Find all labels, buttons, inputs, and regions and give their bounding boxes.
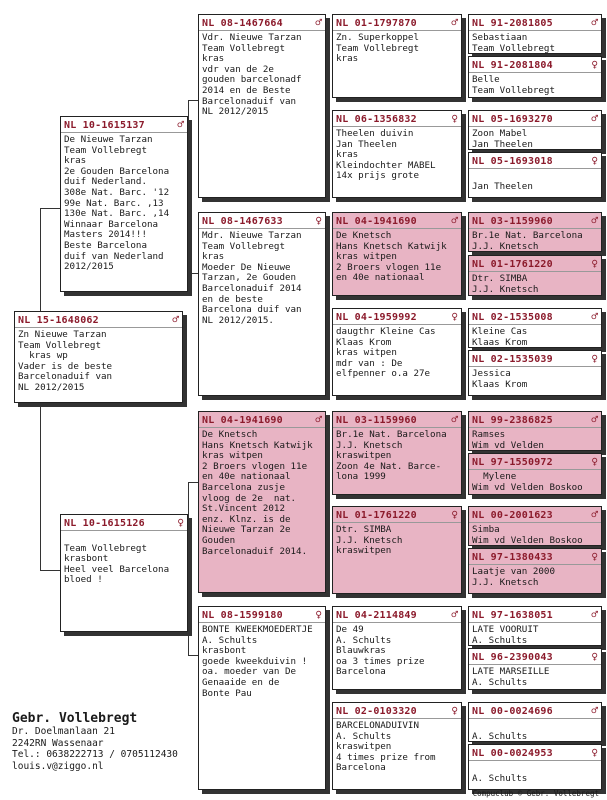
ring-number: NL 08-1599180 xyxy=(202,610,283,621)
connector-line xyxy=(188,655,198,656)
pigeon-header xyxy=(469,454,601,470)
male-icon: ♂ xyxy=(177,118,184,131)
pigeon-header xyxy=(333,507,461,523)
ring-number: NL 97-1550972 xyxy=(472,457,553,468)
pigeon-info-line: Team Vollebregt xyxy=(18,339,101,351)
pigeon-info-line: Br.1e Nat. Barcelona xyxy=(336,429,447,440)
ring-number: NL 01-1761220 xyxy=(472,259,553,270)
pigeon-card-fmf xyxy=(332,212,462,296)
female-icon: ♀ xyxy=(591,550,598,563)
pigeon-info-line: 2014 en de Beste xyxy=(202,84,291,96)
pigeon-info-line: Beste Barcelona xyxy=(64,239,147,251)
pigeon-info-line: 130e Nat. Barc. ,14 xyxy=(64,208,170,220)
connector-line xyxy=(462,525,463,565)
pigeon-header xyxy=(469,549,601,565)
male-icon: ♂ xyxy=(451,608,458,621)
pigeon-info-line: 2 Broers vlogen 11e xyxy=(202,460,308,472)
ring-number: NL 10-1615126 xyxy=(64,518,145,529)
pigeon-header xyxy=(333,213,461,229)
pigeon-header xyxy=(469,256,601,272)
pigeon-info-line: A. Schults xyxy=(336,730,392,742)
pigeon-info-line: kras xyxy=(202,53,225,65)
pigeon-info-line: Mdr. Nieuwe Tarzan xyxy=(202,230,302,241)
pigeon-card-mother xyxy=(60,514,188,632)
pigeon-info-line: De 49 xyxy=(336,624,364,635)
pigeon-info-line: A. Schults xyxy=(472,676,528,688)
pigeon-info-line: De Knetsch xyxy=(336,230,392,241)
male-icon: ♂ xyxy=(591,508,598,521)
pigeon-info-line xyxy=(472,171,598,182)
pigeon-info-line: kras xyxy=(202,251,225,263)
pigeon-header xyxy=(469,703,601,719)
pigeon-header xyxy=(469,607,601,623)
pigeon-card-ffff xyxy=(468,14,602,54)
female-icon: ♀ xyxy=(591,455,598,468)
pigeon-card-mmm xyxy=(332,702,462,790)
connector-line xyxy=(40,570,60,571)
pigeon-card-mmff xyxy=(468,606,602,646)
pigeon-info-line: bloed ! xyxy=(64,574,103,586)
ring-number: NL 06-1356832 xyxy=(336,114,417,125)
pigeon-info-line: NL 2012/2015 xyxy=(18,381,85,393)
pigeon-info-line: vloog de 2e nat. xyxy=(202,492,297,504)
male-icon: ♂ xyxy=(451,16,458,29)
pigeon-info-line: Zoon Mabel xyxy=(472,128,528,139)
pigeon-header xyxy=(333,703,461,719)
pigeon-info-line: De Knetsch xyxy=(202,429,258,440)
pigeon-info-line: Klaas Krom xyxy=(336,336,392,348)
ring-number: NL 91-2081804 xyxy=(472,60,553,71)
ring-number: NL 00-0024953 xyxy=(472,748,553,759)
pigeon-info-line: BARCELONADUIVIN xyxy=(336,720,419,731)
pigeon-header xyxy=(333,412,461,428)
connector-line xyxy=(462,625,463,665)
pigeon-info-line: Hans Knetsch Katwijk xyxy=(202,439,313,451)
pigeon-info-line: Team Vollebregt xyxy=(202,42,285,54)
pigeon-card-mmfm xyxy=(468,648,602,690)
pigeon-info-line: Vdr. Nieuwe Tarzan xyxy=(202,32,302,43)
pigeon-info-line: kraswitpen xyxy=(336,545,392,557)
pigeon-info-line: 4 times prize from xyxy=(336,751,436,763)
connector-line xyxy=(462,230,463,270)
pigeon-info-line: Sebastiaan xyxy=(472,32,528,43)
pigeon-info-line: Wim vd Velden Boskoo xyxy=(472,481,583,493)
pigeon-info-line: Genaaide en de xyxy=(202,676,280,688)
pigeon-info-line: A. Schults xyxy=(336,634,392,646)
male-icon: ♂ xyxy=(591,16,598,29)
pigeon-info-line: Barcelona xyxy=(336,762,386,774)
pigeon-card-mff xyxy=(332,411,462,495)
pigeon-info-line: Team Vollebregt xyxy=(472,84,555,96)
pigeon-info-line: 2012/2015 xyxy=(64,261,114,273)
pigeon-card-fmmf xyxy=(468,308,602,348)
pigeon-info-line: J.J. Knetsch xyxy=(472,283,539,295)
male-icon: ♂ xyxy=(451,413,458,426)
male-icon: ♂ xyxy=(591,310,598,323)
male-icon: ♂ xyxy=(591,413,598,426)
ring-number: NL 04-1941690 xyxy=(202,415,283,426)
pigeon-header xyxy=(61,515,187,531)
pigeon-card-fff xyxy=(332,14,462,98)
female-icon: ♀ xyxy=(451,310,458,323)
female-icon: ♀ xyxy=(591,257,598,270)
pigeon-header xyxy=(469,309,601,325)
pigeon-info-line: Barcelona xyxy=(336,666,386,678)
pigeon-info-line: Jan Theelen xyxy=(336,138,397,150)
pigeon-header xyxy=(199,607,325,623)
female-icon: ♀ xyxy=(451,112,458,125)
pigeon-info-line: enz. Klnz. is de xyxy=(202,513,291,525)
pigeon-info-line: goede kweekduivin ! xyxy=(202,655,308,667)
ring-number: NL 05-1693270 xyxy=(472,114,553,125)
pigeon-info-line: kraswitpen xyxy=(336,741,392,753)
pigeon-info-line: kras xyxy=(336,149,359,161)
male-icon: ♂ xyxy=(451,214,458,227)
pigeon-info-line: Klaas Krom xyxy=(472,378,528,390)
pigeon-info-line: Dtr. SIMBA xyxy=(472,273,528,284)
male-icon: ♂ xyxy=(315,413,322,426)
pigeon-info-line: Heel veel Barcelona xyxy=(64,563,170,575)
pigeon-info-line: Barcelonaduif 2014 xyxy=(202,282,302,294)
owner-email: louis.v@ziggo.nl xyxy=(12,760,104,772)
pigeon-info-line: Team Vollebregt xyxy=(336,42,419,54)
pigeon-info-line: Jan Theelen xyxy=(472,138,533,150)
pigeon-info-line: 2e Gouden Barcelona xyxy=(64,165,170,177)
pigeon-info-line xyxy=(472,763,598,774)
pigeon-info-line: Wim vd Velden Boskoo xyxy=(472,534,583,546)
pigeon-info-line: mdr van : De xyxy=(336,357,403,369)
pigeon-info-line: kras witpen xyxy=(336,347,397,359)
pigeon-info-line: lona 1999 xyxy=(336,471,386,483)
pigeon-card-ffmf xyxy=(468,110,602,150)
pigeon-info-line: A. Schults xyxy=(202,634,258,646)
pigeon-header xyxy=(469,57,601,73)
ring-number: NL 04-1941690 xyxy=(336,216,417,227)
pigeon-info-line: J.J. Knetsch xyxy=(472,576,539,588)
ring-number: NL 01-1761220 xyxy=(336,510,417,521)
ring-number: NL 04-1959992 xyxy=(336,312,417,323)
pigeon-info-line: Kleine Cas xyxy=(472,326,528,337)
pigeon-info-line: vdr van de 2e xyxy=(202,63,274,75)
pigeon-info-line: Barcelonaduif 2014. xyxy=(202,545,308,557)
pigeon-info-line: Dtr. SIMBA xyxy=(336,524,392,535)
pigeon-header xyxy=(469,15,601,31)
pigeon-card-mfmm xyxy=(468,548,602,594)
pigeon-header xyxy=(469,153,601,169)
pigeon-info-line: en 40e nationaal xyxy=(336,272,425,284)
pigeon-info-line: 99e Nat. Barc. ,13 xyxy=(64,197,164,209)
pigeon-card-subject xyxy=(14,311,183,403)
pigeon-header xyxy=(469,507,601,523)
pigeon-card-fmfm xyxy=(468,255,602,296)
pigeon-info-line: Belle xyxy=(472,74,500,85)
pigeon-info-line: Kleindochter MABEL xyxy=(336,159,436,171)
pigeon-info-line: oa. moeder van De xyxy=(202,666,297,678)
pigeon-info-line: Wim vd Velden xyxy=(472,439,544,451)
pigeon-info-line: NL 2012/2015 xyxy=(202,106,269,118)
pigeon-info-line: kras witpen xyxy=(202,450,263,462)
pigeon-header xyxy=(15,312,182,328)
female-icon: ♀ xyxy=(591,58,598,71)
pigeon-info-line: Blauwkras xyxy=(336,645,386,657)
pigeon-info-line: gouden barcelonadf xyxy=(202,74,302,86)
pigeon-info-line: St.Vincent 2012 xyxy=(202,503,285,515)
pigeon-info-line: en de beste xyxy=(202,293,263,305)
ring-number: NL 91-2081805 xyxy=(472,18,553,29)
pigeon-info-line: Tarzan, 2e Gouden xyxy=(202,272,297,284)
pigeon-info-line: Nieuwe Tarzan 2e xyxy=(202,524,291,536)
pigeon-card-mmf xyxy=(332,606,462,690)
pigeon-card-ff xyxy=(198,14,326,198)
footer-credit: Compuclub © Gebr. Vollebregt xyxy=(472,789,599,798)
pigeon-card-mmmf xyxy=(468,702,602,742)
pigeon-header xyxy=(469,351,601,367)
pigeon-info-line: Team Vollebregt xyxy=(202,240,285,252)
connector-line xyxy=(326,55,327,145)
pigeon-header xyxy=(199,412,325,428)
pigeon-info-line: Simba xyxy=(472,524,500,535)
pigeon-info-line: Laatje van 2000 xyxy=(472,566,555,577)
ring-number: NL 15-1648062 xyxy=(18,315,99,326)
pigeon-card-mf xyxy=(198,411,326,593)
pigeon-info-line: kraswitpen xyxy=(336,450,392,462)
female-icon: ♀ xyxy=(177,516,184,529)
pigeon-header xyxy=(469,213,601,229)
pigeon-card-ffm xyxy=(332,110,462,198)
ring-number: NL 03-1159960 xyxy=(336,415,417,426)
owner-address-line2: 2242RN Wassenaar xyxy=(12,737,104,749)
connector-line xyxy=(188,100,198,101)
ring-number: NL 99-2386825 xyxy=(472,415,553,426)
pigeon-info-line: en 40e nationaal xyxy=(202,471,291,483)
pigeon-info-line xyxy=(472,721,598,732)
connector-line xyxy=(462,720,463,760)
pigeon-header xyxy=(333,111,461,127)
connector-line xyxy=(188,482,198,483)
ring-number: NL 08-1467664 xyxy=(202,18,283,29)
pigeon-header xyxy=(199,213,325,229)
pigeon-info-line: 14x prijs grote xyxy=(336,170,419,182)
connector-line xyxy=(326,445,327,545)
connector-line xyxy=(40,208,60,209)
pigeon-card-mmmm xyxy=(468,744,602,790)
pigeon-info-line: Masters 2014!!! xyxy=(64,229,147,241)
pigeon-info-line: A. Schults xyxy=(472,634,528,646)
pigeon-info-line: Br.1e Nat. Barcelona xyxy=(472,230,583,241)
male-icon: ♂ xyxy=(172,313,179,326)
ring-number: NL 10-1615137 xyxy=(64,120,145,131)
ring-number: NL 02-1535039 xyxy=(472,354,553,365)
owner-info xyxy=(12,713,178,772)
pigeon-info-line: Barcelona zusje xyxy=(202,481,285,493)
pigeon-info-line: daugthr Kleine Cas xyxy=(336,326,436,337)
pigeon-card-ffmm xyxy=(468,152,602,198)
pigeon-info-line: Barcelonaduif van xyxy=(18,371,113,383)
pigeon-info-line: oa 3 times prize xyxy=(336,655,425,667)
pigeon-info-line: elfpenner o.a 27e xyxy=(336,368,431,380)
pigeon-info-line: Theelen duivin xyxy=(336,128,414,139)
connector-line xyxy=(462,130,463,170)
ring-number: NL 00-0024696 xyxy=(472,706,553,717)
pigeon-info-line: Mylene xyxy=(472,471,517,482)
pigeon-card-father xyxy=(60,116,188,292)
pigeon-info-line: duif van Nederland xyxy=(64,250,164,262)
pigeon-card-mfff xyxy=(468,411,602,451)
male-icon: ♂ xyxy=(591,608,598,621)
pigeon-info-line: Hans Knetsch Katwijk xyxy=(336,240,447,252)
connector-line xyxy=(462,325,463,365)
pigeon-card-mffm xyxy=(468,453,602,495)
pigeon-info-line: BONTE KWEEKMOEDERTJE xyxy=(202,624,313,635)
pigeon-info-line: De Nieuwe Tarzan xyxy=(64,134,153,145)
male-icon: ♂ xyxy=(591,112,598,125)
pigeon-card-fmmm xyxy=(468,350,602,396)
pigeon-info-line: Zoon 4e Nat. Barce- xyxy=(336,460,442,472)
pigeon-card-fm xyxy=(198,212,326,396)
pigeon-info-line: J.J. Knetsch xyxy=(472,240,539,252)
pigeon-info-line: krasbont xyxy=(64,553,109,565)
male-icon: ♂ xyxy=(591,704,598,717)
female-icon: ♀ xyxy=(315,608,322,621)
female-icon: ♀ xyxy=(591,154,598,167)
connector-line xyxy=(188,273,198,274)
ring-number: NL 00-2001623 xyxy=(472,510,553,521)
pigeon-info-line: Jessica xyxy=(472,368,511,379)
pigeon-info-line: J.J. Knetsch xyxy=(336,439,403,451)
pigeon-info-line: Zn. Superkoppel xyxy=(336,32,419,43)
connector-line xyxy=(462,35,463,70)
pigeon-info-line: duif Nederland. xyxy=(64,176,147,188)
male-icon: ♂ xyxy=(591,214,598,227)
pigeon-info-line: Team Vollebregt xyxy=(472,42,555,54)
female-icon: ♀ xyxy=(591,650,598,663)
pigeon-info-line: Barcelonaduif van xyxy=(202,95,297,107)
pigeon-header xyxy=(61,117,187,133)
female-icon: ♀ xyxy=(451,704,458,717)
female-icon: ♀ xyxy=(451,508,458,521)
owner-phone: Tel.: 0638222713 / 0705112430 xyxy=(12,749,178,761)
connector-line xyxy=(188,482,189,655)
pigeon-card-mfmf xyxy=(468,506,602,546)
ring-number: NL 05-1693018 xyxy=(472,156,553,167)
pigeon-info-line: kras wp xyxy=(18,350,68,362)
pigeon-info-line: Jan Theelen xyxy=(472,180,533,192)
female-icon: ♀ xyxy=(591,352,598,365)
pigeon-info-line: 2 Broers vlogen 11e xyxy=(336,261,442,273)
connector-line xyxy=(188,100,189,273)
pigeon-header xyxy=(469,412,601,428)
pigeon-info-line: Team Vollebregt xyxy=(64,144,147,156)
pigeon-card-fmm xyxy=(332,308,462,396)
pigeon-card-mfm xyxy=(332,506,462,594)
pigeon-info-line: A. Schults xyxy=(472,730,528,742)
pigeon-info-line: 308e Nat. Barc. '12 xyxy=(64,186,170,198)
pigeon-info-line: Klaas Krom xyxy=(472,336,528,348)
connector-line xyxy=(462,430,463,470)
pigeon-info-line: J.J. Knetsch xyxy=(336,534,403,546)
pigeon-info-line: Bonte Pau xyxy=(202,687,252,699)
ring-number: NL 02-0103320 xyxy=(336,706,417,717)
pigeon-info-line: Vader is de beste xyxy=(18,360,113,372)
female-icon: ♀ xyxy=(591,746,598,759)
pigeon-info-line: kras xyxy=(336,53,359,65)
pigeon-info-line: LATE VOORUIT xyxy=(472,624,539,635)
pigeon-header xyxy=(333,607,461,623)
pigeon-header xyxy=(469,111,601,127)
pigeon-header xyxy=(333,309,461,325)
female-icon: ♀ xyxy=(315,214,322,227)
ring-number: NL 04-2114849 xyxy=(336,610,417,621)
pigeon-header xyxy=(469,745,601,761)
pigeon-info-line: kras xyxy=(64,155,87,167)
pigeon-info-line: Zn Nieuwe Tarzan xyxy=(18,329,107,340)
ring-number: NL 97-1380433 xyxy=(472,552,553,563)
pigeon-info-line: krasbont xyxy=(202,645,247,657)
pigeon-header xyxy=(469,649,601,665)
ring-number: NL 01-1797870 xyxy=(336,18,417,29)
pigeon-info-line: Moeder De Nieuwe xyxy=(202,261,291,273)
pigeon-info-line: NL 2012/2015. xyxy=(202,314,274,326)
pigeon-info-line xyxy=(64,533,184,544)
pigeon-info-line: Team Vollebregt xyxy=(64,542,147,554)
pigeon-card-mm xyxy=(198,606,326,790)
pigeon-info-line: Gouden xyxy=(202,534,236,546)
ring-number: NL 97-1638051 xyxy=(472,610,553,621)
ring-number: NL 02-1535008 xyxy=(472,312,553,323)
ring-number: NL 08-1467633 xyxy=(202,216,283,227)
pigeon-info-line: Ramses xyxy=(472,429,506,440)
pigeon-info-line: Barcelona duif van xyxy=(202,304,302,316)
ring-number: NL 96-2390043 xyxy=(472,652,553,663)
male-icon: ♂ xyxy=(315,16,322,29)
ring-number: NL 03-1159960 xyxy=(472,216,553,227)
pigeon-info-line: A. Schults xyxy=(472,772,528,784)
pigeon-info-line: kras witpen xyxy=(336,251,397,263)
pigeon-info-line: LATE MARSEILLE xyxy=(472,666,550,677)
pigeon-header xyxy=(199,15,325,31)
owner-name: Gebr. Vollebregt xyxy=(12,711,138,726)
pigeon-info-line: Winnaar Barcelona xyxy=(64,218,159,230)
pigeon-card-fffm xyxy=(468,56,602,98)
pigeon-card-fmff xyxy=(468,212,602,252)
owner-address-line1: Dr. Doelmanlaan 21 xyxy=(12,726,115,738)
connector-line xyxy=(326,240,327,335)
pigeon-header xyxy=(333,15,461,31)
connector-line xyxy=(326,630,327,730)
